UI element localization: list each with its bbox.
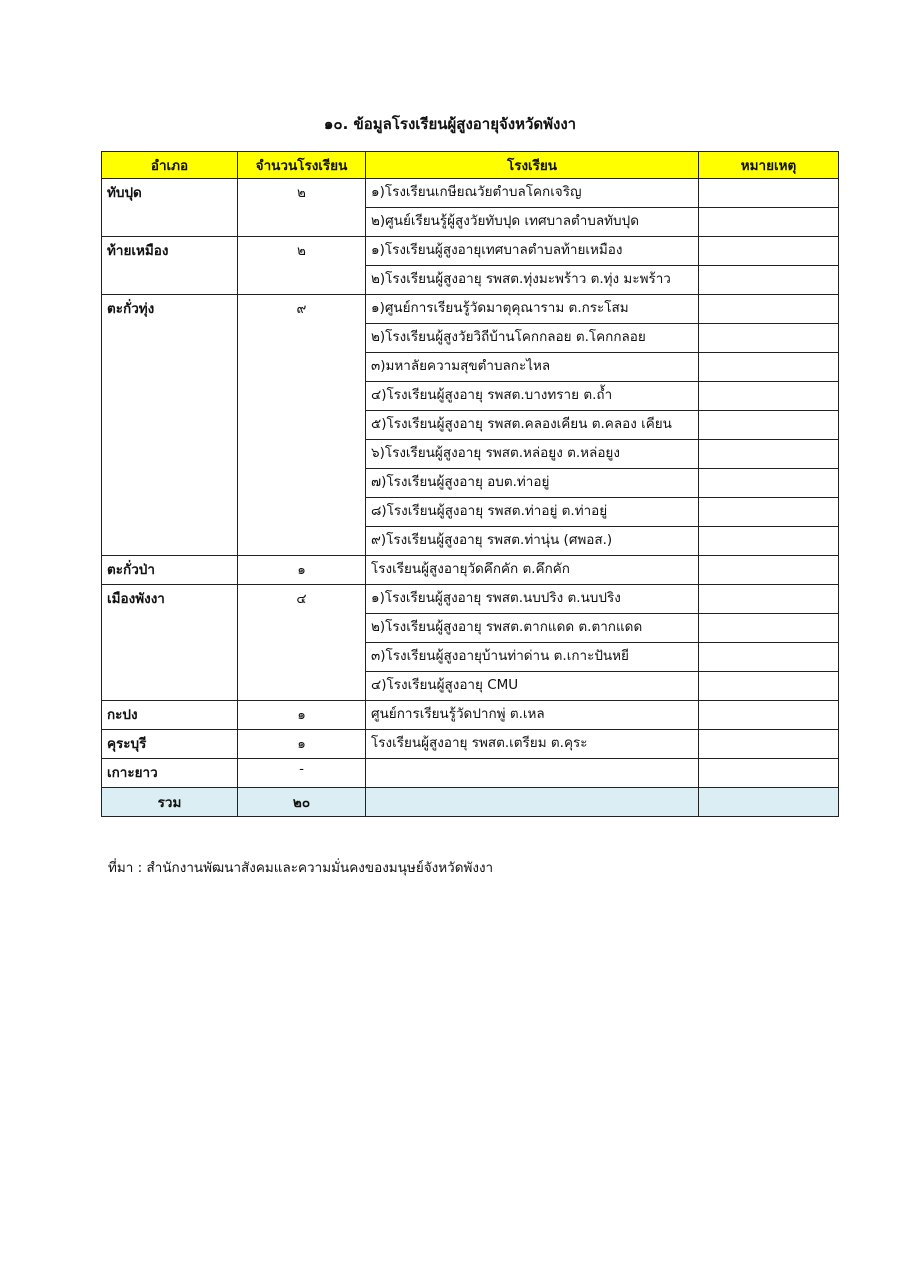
school-name-cell: ๘)โรงเรียนผู้สูงอายุ รพสต.ท่าอยู่ ต.ท่าอยู่	[366, 498, 699, 527]
table-row	[102, 295, 839, 324]
table-row	[102, 179, 839, 208]
school-name-cell: ๖)โรงเรียนผู้สูงอายุ รพสต.หล่อยูง ต.หล่อยูง	[366, 440, 699, 469]
table-header-row	[102, 152, 839, 179]
note-cell	[699, 614, 839, 643]
note-cell	[699, 556, 839, 585]
school-name-cell: ๔)โรงเรียนผู้สูงอายุ รพสต.บางทราย ต.ถ้ำ	[366, 382, 699, 411]
note-cell	[699, 585, 839, 614]
school-name-cell	[366, 759, 699, 788]
table-row	[102, 701, 839, 730]
school-count-cell: -	[238, 759, 366, 788]
note-cell	[699, 179, 839, 208]
district-cell: เกาะยาว	[102, 759, 238, 788]
school-name-cell: ๙)โรงเรียนผู้สูงอายุ รพสต.ท่านุ่น (ศพอส.)	[366, 527, 699, 556]
school-name-cell: ๑)ศูนย์การเรียนรู้วัดมาตุคุณาราม ต.กระโสม	[366, 295, 699, 324]
school-name-cell: ๔)โรงเรียนผู้สูงอายุ CMU	[366, 672, 699, 701]
district-cell: กะปง	[102, 701, 238, 730]
note-cell	[699, 208, 839, 237]
note-cell	[699, 498, 839, 527]
school-name-cell: ๒)ศูนย์เรียนรู้ผู้สูงวัยทับปุด เทศบาลตำบลทับปุด	[366, 208, 699, 237]
header-district: อำเภอ	[102, 152, 238, 179]
school-name-cell: ๑)โรงเรียนผู้สูงอายุ รพสต.นบปริง ต.นบปริง	[366, 585, 699, 614]
note-cell	[699, 382, 839, 411]
school-name-cell: ๑)โรงเรียนผู้สูงอายุเทศบาลตำบลท้ายเหมือง	[366, 237, 699, 266]
school-count-cell: ๒	[238, 237, 366, 295]
total-label: รวม	[102, 788, 238, 817]
district-cell: ตะกั่วทุ่ง	[102, 295, 238, 556]
school-count-cell: ๙	[238, 295, 366, 556]
note-cell	[699, 440, 839, 469]
note-cell	[699, 353, 839, 382]
school-count-cell: ๑	[238, 556, 366, 585]
school-count-cell: ๔	[238, 585, 366, 701]
note-cell	[699, 237, 839, 266]
note-cell	[699, 295, 839, 324]
district-cell: คุระบุรี	[102, 730, 238, 759]
table-row	[102, 556, 839, 585]
school-name-cell: ๕)โรงเรียนผู้สูงอายุ รพสต.คลองเคียน ต.คลอง เคียน	[366, 411, 699, 440]
header-count: จำนวนโรงเรียน	[238, 152, 366, 179]
school-name-cell: ๒)โรงเรียนผู้สูงอายุ รพสต.ทุ่งมะพร้าว ต.ทุ่ง มะพร้าว	[366, 266, 699, 295]
school-name-cell: ๓)โรงเรียนผู้สูงอายุบ้านท่าด่าน ต.เกาะปันหยี	[366, 643, 699, 672]
note-cell	[699, 730, 839, 759]
note-cell	[699, 759, 839, 788]
total-note-cell	[699, 788, 839, 817]
note-cell	[699, 527, 839, 556]
school-count-cell: ๑	[238, 701, 366, 730]
school-name-cell: โรงเรียนผู้สูงอายุ รพสต.เตรียม ต.คุระ	[366, 730, 699, 759]
district-cell: ทับปุด	[102, 179, 238, 237]
source-note: ที่มา : สำนักงานพัฒนาสังคมและความมั่นคงของมนุษย์จังหวัดพังงา	[108, 860, 494, 876]
total-row	[102, 788, 839, 817]
district-cell: ท้ายเหมือง	[102, 237, 238, 295]
note-cell	[699, 469, 839, 498]
school-name-cell: ๗)โรงเรียนผู้สูงอายุ อบต.ท่าอยู่	[366, 469, 699, 498]
header-note: หมายเหตุ	[699, 152, 839, 179]
school-name-cell: ศูนย์การเรียนรู้วัดปากพู่ ต.เหล	[366, 701, 699, 730]
table-row	[102, 585, 839, 614]
school-count-cell: ๒	[238, 179, 366, 237]
note-cell	[699, 324, 839, 353]
school-name-cell: ๒)โรงเรียนผู้สูงอายุ รพสต.ตากแดด ต.ตากแดด	[366, 614, 699, 643]
table-row	[102, 759, 839, 788]
note-cell	[699, 672, 839, 701]
table-row	[102, 730, 839, 759]
school-name-cell: โรงเรียนผู้สูงอายุวัดคึกคัก ต.คึกคัก	[366, 556, 699, 585]
header-school: โรงเรียน	[366, 152, 699, 179]
total-count: ๒๐	[238, 788, 366, 817]
school-name-cell: ๓)มหาลัยความสุขตำบลกะไหล	[366, 353, 699, 382]
school-name-cell: ๑)โรงเรียนเกษียณวัยตำบลโคกเจริญ	[366, 179, 699, 208]
table-row	[102, 237, 839, 266]
note-cell	[699, 643, 839, 672]
school-name-cell: ๒)โรงเรียนผู้สูงวัยวิถีบ้านโคกกลอย ต.โคกกลอย	[366, 324, 699, 353]
note-cell	[699, 266, 839, 295]
table-body	[102, 179, 839, 788]
school-count-cell: ๑	[238, 730, 366, 759]
schools-table	[101, 151, 839, 817]
page-title: ๑๐. ข้อมูลโรงเรียนผู้สูงอายุจังหวัดพังงา	[323, 115, 577, 133]
total-school-cell	[366, 788, 699, 817]
district-cell: เมืองพังงา	[102, 585, 238, 701]
note-cell	[699, 701, 839, 730]
district-cell: ตะกั่วป่า	[102, 556, 238, 585]
note-cell	[699, 411, 839, 440]
